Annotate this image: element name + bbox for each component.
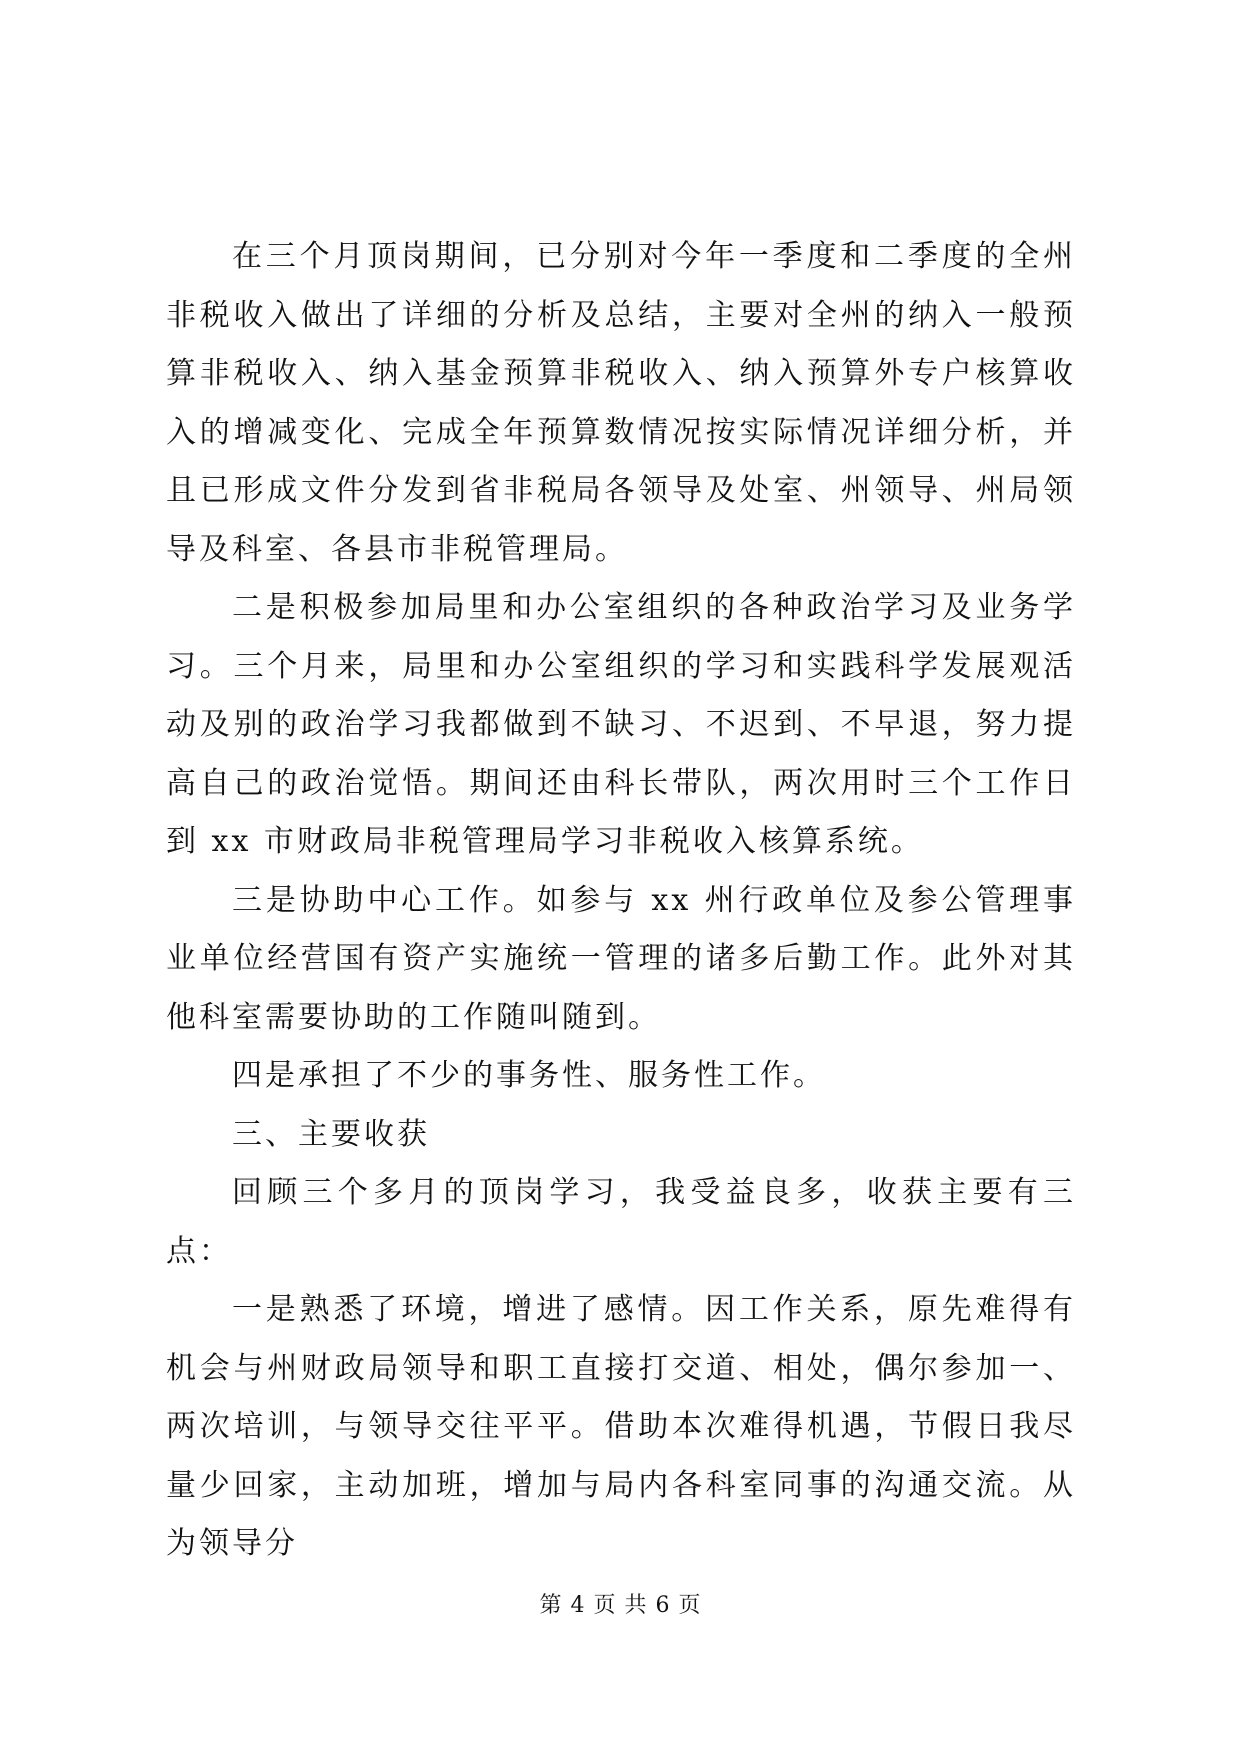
page-number-footer: 第 4 页 共 6 页 bbox=[539, 1593, 702, 1618]
document-body bbox=[166, 228, 1076, 1574]
paragraph-assist-center-work: 三是协助中心工作。如参与 xx 州行政单位及参公管理事业单位经营国有资产实施统一管理的诸多后勤工作。此外对其他科室需要协助的工作随叫随到。 bbox=[166, 882, 1076, 1035]
paragraph-review-gains: 回顾三个多月的顶岗学习，我受益良多，收获主要有三点： bbox=[166, 1175, 1076, 1269]
paragraph-quarterly-analysis: 在三个月顶岗期间，已分别对今年一季度和二季度的全州非税收入做出了详细的分析及总结，主要对全州的纳入一般预算非税收入、纳入基金预算非税收入、纳入预算外专户核算收入的增减变化、完成全年预算数情况按实际情况详细分析，并且已形成文件分发到省非税局各领导及处室、州领导、州局领导及科室、各县市非税管理局。 bbox=[166, 239, 1076, 567]
section-heading-main-gains: 三、主要收获 bbox=[232, 1116, 430, 1152]
paragraph-service-work: 四是承担了不少的事务性、服务性工作。 bbox=[232, 1058, 826, 1093]
paragraph-familiar-environment: 一是熟悉了环境，增进了感情。因工作关系，原先难得有机会与州财政局领导和职工直接打交道、相处，偶尔参加一、两次培训，与领导交往平平。借助本次难得机遇，节假日我尽量少回家，主动加班，增加与局内各科室同事的沟通交流。从为领导分 bbox=[166, 1292, 1076, 1561]
paragraph-political-study: 二是积极参加局里和办公室组织的各种政治学习及业务学习。三个月来，局里和办公室组织的学习和实践科学发展观活动及别的政治学习我都做到不缺习、不迟到、不早退，努力提高自己的政治觉悟。期间还由科长带队，两次用时三个工作日到 xx 市财政局非税管理局学习非税收入核算系统。 bbox=[166, 590, 1076, 859]
